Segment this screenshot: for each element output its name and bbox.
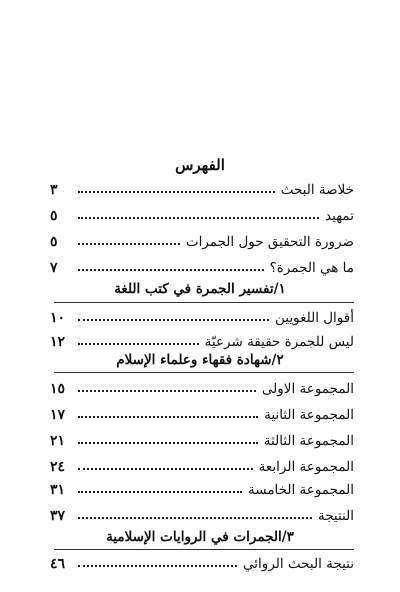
toc-entry [50,403,354,423]
toc-entry-label: المجموعة الخامسة [248,482,354,498]
toc-entry-page: ٣٧ [50,508,66,524]
leader-dots [78,468,253,470]
toc-entry-label: أقوال اللغويين [275,310,354,326]
section-divider [54,549,354,550]
toc-entry-page: ١٠ [50,310,66,326]
toc-entry-label: المجموعة الرابعة [258,459,354,475]
toc-entry-label: ضرورة التحقيق حول الجمرات [185,234,354,250]
toc-entry-page: ٥ [50,234,58,250]
toc-entry-label: المجموعة الثانية [264,407,354,423]
toc-entry-page: ٢١ [50,433,66,449]
leader-dots [78,390,256,392]
leader-dots [78,442,258,444]
section-heading: ٢/شهادة فقهاء وعلماء الإسلام [116,352,284,368]
leader-dots [78,491,242,493]
toc-entry [50,204,354,224]
toc-entry-page: ١٥ [50,381,66,397]
section-divider [54,372,354,373]
toc-entry [50,429,354,449]
toc-entry [50,230,354,250]
toc-entry-label: خلاصة البحث [280,182,354,198]
toc-entry-label: المجموعة الاولى [261,381,354,397]
leader-dots [78,517,312,519]
leader-dots [78,565,237,567]
toc-entry-label: ليس للجمرة حقيقة شرعيّة [204,334,354,350]
toc-entry-label: المجموعة الثالثة [263,433,354,449]
toc-entry-page: ٣١ [50,482,66,498]
toc-entry-label: نتيجة البحث الروائي [243,556,354,572]
leader-dots [78,191,275,193]
toc-entry-page: ٣ [50,182,58,198]
leader-dots [78,343,199,345]
section-divider [54,302,354,303]
toc-entry [50,504,354,524]
toc-entry [50,377,354,397]
toc-entry [50,478,354,498]
toc-entry-page: ٢٤ [50,459,66,475]
leader-dots [78,269,264,271]
toc-entry [50,455,354,475]
toc-entry-page: ١٢ [50,334,66,350]
section-heading: ٣/الجمرات في الروايات الإسلامية [106,529,294,545]
toc-entry-page: ٧ [50,260,58,276]
toc-entry [50,256,354,276]
toc-entry-page: ١٧ [50,407,66,423]
leader-dots [78,243,180,245]
toc-entry [50,306,354,326]
toc-entry-page: ٤٦ [50,556,66,572]
toc-entry [50,330,354,350]
toc-entry-label: النتيجة [317,508,354,524]
toc-entry-page: ٥ [50,208,58,224]
toc-entry-label: تمهيد [325,208,354,224]
leader-dots [78,217,319,219]
section-heading: ١/تفسير الجمرة في كتب اللغة [114,281,286,297]
toc-entry [50,178,354,198]
toc-entry-label: ما هي الجمرة؟ [269,260,354,276]
leader-dots [78,319,269,321]
toc-entry [50,552,354,572]
leader-dots [78,416,258,418]
toc-title: الفهرس [175,156,225,174]
